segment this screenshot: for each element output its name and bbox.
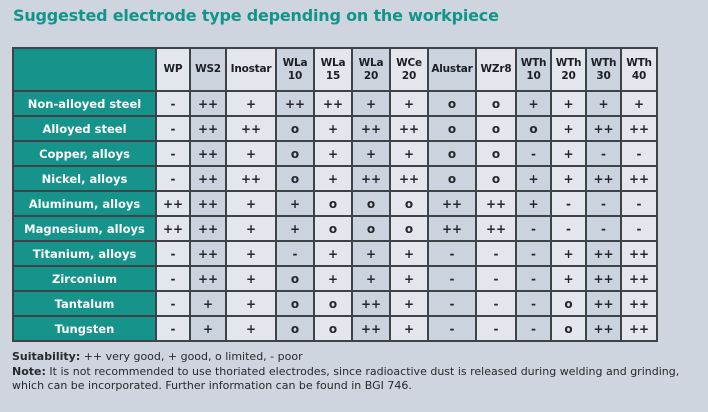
suitability-cell: o: [428, 116, 476, 141]
suitability-cell: o: [352, 216, 390, 241]
suitability-cell: +: [352, 91, 390, 116]
note-label: Note:: [12, 364, 46, 378]
col-header-wla-10: WLa 10: [276, 48, 314, 91]
suitability-cell: ++: [586, 116, 621, 141]
suitability-cell: -: [156, 316, 190, 341]
suitability-cell: +: [551, 116, 586, 141]
suitability-cell: +: [390, 241, 428, 266]
suitability-text: ++ very good, + good, o limited, - poor: [83, 350, 303, 363]
suitability-cell: +: [390, 291, 428, 316]
suitability-cell: o: [390, 216, 428, 241]
suitability-cell: ++: [586, 266, 621, 291]
suitability-cell: +: [352, 141, 390, 166]
suitability-cell: +: [586, 91, 621, 116]
suitability-cell: +: [276, 216, 314, 241]
suitability-cell: -: [516, 241, 551, 266]
suitability-cell: -: [156, 166, 190, 191]
suitability-cell: o: [352, 191, 390, 216]
suitability-cell: +: [314, 241, 352, 266]
table-row: [13, 116, 657, 141]
suitability-cell: ++: [390, 116, 428, 141]
suitability-cell: ++: [190, 166, 226, 191]
corner-cell: [13, 48, 156, 91]
table-row: [13, 191, 657, 216]
suitability-cell: -: [551, 216, 586, 241]
suitability-cell: -: [156, 241, 190, 266]
page-title: Suggested electrode type depending on the workpiece: [13, 6, 499, 25]
suitability-cell: +: [352, 241, 390, 266]
suitability-cell: +: [226, 316, 276, 341]
suitability-cell: -: [621, 141, 657, 166]
suitability-cell: o: [428, 141, 476, 166]
suitability-cell: +: [226, 291, 276, 316]
suitability-cell: +: [276, 191, 314, 216]
suitability-cell: +: [314, 116, 352, 141]
row-label: Aluminum, alloys: [13, 191, 156, 216]
suitability-cell: ++: [621, 241, 657, 266]
suitability-cell: ++: [190, 116, 226, 141]
suitability-cell: -: [586, 216, 621, 241]
suitability-cell: ++: [621, 166, 657, 191]
suitability-cell: ++: [586, 316, 621, 341]
row-label: Titanium, alloys: [13, 241, 156, 266]
suitability-cell: ++: [190, 191, 226, 216]
suitability-cell: -: [276, 241, 314, 266]
suitability-cell: -: [156, 91, 190, 116]
col-header-wzr8: WZr8: [476, 48, 516, 91]
suitability-cell: ++: [352, 166, 390, 191]
row-label: Tungsten: [13, 316, 156, 341]
suitability-cell: +: [226, 266, 276, 291]
suitability-label: Suitability:: [12, 350, 81, 363]
suitability-cell: +: [551, 91, 586, 116]
col-header-wla-20: WLa 20: [352, 48, 390, 91]
suitability-cell: ++: [276, 91, 314, 116]
suitability-cell: +: [226, 216, 276, 241]
suitability-cell: ++: [621, 266, 657, 291]
table-row: [13, 216, 657, 241]
suitability-cell: o: [276, 116, 314, 141]
suitability-cell: +: [551, 266, 586, 291]
suitability-cell: -: [428, 316, 476, 341]
suitability-cell: +: [314, 166, 352, 191]
suitability-cell: o: [428, 91, 476, 116]
suitability-cell: ++: [586, 291, 621, 316]
suitability-cell: ++: [314, 91, 352, 116]
suitability-cell: o: [476, 141, 516, 166]
suitability-cell: o: [428, 166, 476, 191]
suitability-cell: ++: [190, 216, 226, 241]
table-row: [13, 91, 657, 116]
table-row: [13, 166, 657, 191]
suitability-cell: ++: [190, 266, 226, 291]
suitability-cell: +: [352, 266, 390, 291]
suitability-cell: +: [390, 141, 428, 166]
table-row: [13, 241, 657, 266]
suitability-cell: -: [516, 266, 551, 291]
suitability-cell: ++: [226, 166, 276, 191]
table-header-row: [13, 48, 657, 91]
suitability-cell: -: [428, 291, 476, 316]
table-row: [13, 141, 657, 166]
suitability-cell: -: [476, 266, 516, 291]
suitability-cell: o: [314, 216, 352, 241]
suitability-cell: o: [276, 141, 314, 166]
suitability-cell: +: [314, 266, 352, 291]
suitability-cell: -: [621, 216, 657, 241]
row-label: Zirconium: [13, 266, 156, 291]
suitability-cell: o: [314, 191, 352, 216]
suitability-cell: -: [516, 316, 551, 341]
suitability-cell: +: [190, 316, 226, 341]
row-label: Alloyed steel: [13, 116, 156, 141]
note-text: It is not recommended to use thoriated electrodes, since radioactive dust is released during welding and grinding, which can be incorporated. Further information can be found in BGI 746.: [12, 364, 680, 393]
col-header-wce-20: WCe 20: [390, 48, 428, 91]
table-row: [13, 316, 657, 341]
suitability-cell: ++: [428, 216, 476, 241]
suitability-cell: ++: [352, 116, 390, 141]
col-header-wth-40: WTh 40: [621, 48, 657, 91]
suitability-cell: o: [390, 191, 428, 216]
suitability-cell: -: [586, 191, 621, 216]
suitability-cell: o: [276, 166, 314, 191]
col-header-ws2: WS2: [190, 48, 226, 91]
electrode-suitability-table: [12, 47, 658, 342]
row-label: Non-alloyed steel: [13, 91, 156, 116]
row-label: Copper, alloys: [13, 141, 156, 166]
suitability-cell: +: [551, 166, 586, 191]
suitability-cell: o: [476, 116, 516, 141]
suitability-cell: +: [551, 141, 586, 166]
suitability-cell: ++: [190, 91, 226, 116]
suitability-cell: ++: [390, 166, 428, 191]
suitability-cell: o: [276, 316, 314, 341]
row-label: Nickel, alloys: [13, 166, 156, 191]
col-header-wp: WP: [156, 48, 190, 91]
suitability-cell: -: [156, 116, 190, 141]
suitability-cell: -: [516, 141, 551, 166]
suitability-cell: +: [226, 141, 276, 166]
note-text-line: [12, 365, 704, 394]
suitability-cell: -: [516, 216, 551, 241]
suitability-cell: o: [551, 316, 586, 341]
col-header-wth-10: WTh 10: [516, 48, 551, 91]
col-header-wth-30: WTh 30: [586, 48, 621, 91]
suitability-cell: ++: [190, 141, 226, 166]
suitability-cell: ++: [190, 241, 226, 266]
suitability-cell: -: [586, 141, 621, 166]
suitability-cell: ++: [428, 191, 476, 216]
suitability-legend: [12, 350, 704, 365]
suitability-cell: +: [390, 266, 428, 291]
suitability-cell: o: [314, 316, 352, 341]
suitability-cell: +: [314, 141, 352, 166]
suitability-cell: o: [551, 291, 586, 316]
suitability-cell: o: [476, 91, 516, 116]
suitability-cell: ++: [621, 291, 657, 316]
suitability-cell: +: [516, 191, 551, 216]
row-label: Magnesium, alloys: [13, 216, 156, 241]
suitability-cell: -: [516, 291, 551, 316]
col-header-alustar: Alustar: [428, 48, 476, 91]
suitability-cell: +: [516, 166, 551, 191]
table-row: [13, 266, 657, 291]
suitability-cell: ++: [352, 291, 390, 316]
suitability-cell: -: [428, 241, 476, 266]
suitability-cell: ++: [621, 116, 657, 141]
suitability-cell: ++: [156, 216, 190, 241]
suitability-cell: -: [476, 291, 516, 316]
suitability-cell: -: [476, 241, 516, 266]
suitability-cell: +: [390, 316, 428, 341]
suitability-cell: +: [621, 91, 657, 116]
row-label: Tantalum: [13, 291, 156, 316]
col-header-wth-20: WTh 20: [551, 48, 586, 91]
suitability-cell: +: [190, 291, 226, 316]
suitability-cell: o: [276, 266, 314, 291]
suitability-cell: -: [621, 191, 657, 216]
suitability-cell: o: [276, 291, 314, 316]
suitability-cell: ++: [226, 116, 276, 141]
suitability-cell: ++: [156, 191, 190, 216]
suitability-cell: ++: [586, 166, 621, 191]
suitability-cell: o: [314, 291, 352, 316]
legend-note-block: [12, 350, 704, 394]
suitability-cell: o: [516, 116, 551, 141]
suitability-cell: +: [390, 91, 428, 116]
suitability-cell: -: [428, 266, 476, 291]
suitability-cell: -: [156, 141, 190, 166]
suitability-cell: +: [226, 241, 276, 266]
suitability-cell: -: [156, 266, 190, 291]
suitability-cell: +: [516, 91, 551, 116]
suitability-cell: -: [156, 291, 190, 316]
suitability-cell: -: [476, 316, 516, 341]
suitability-cell: ++: [476, 216, 516, 241]
suitability-cell: +: [226, 91, 276, 116]
suitability-cell: ++: [621, 316, 657, 341]
suitability-cell: ++: [586, 241, 621, 266]
suitability-cell: ++: [352, 316, 390, 341]
suitability-cell: o: [476, 166, 516, 191]
table-row: [13, 291, 657, 316]
suitability-cell: ++: [476, 191, 516, 216]
col-header-wla-15: WLa 15: [314, 48, 352, 91]
col-header-inostar: Inostar: [226, 48, 276, 91]
suitability-cell: -: [551, 191, 586, 216]
suitability-cell: +: [551, 241, 586, 266]
suitability-cell: +: [226, 191, 276, 216]
